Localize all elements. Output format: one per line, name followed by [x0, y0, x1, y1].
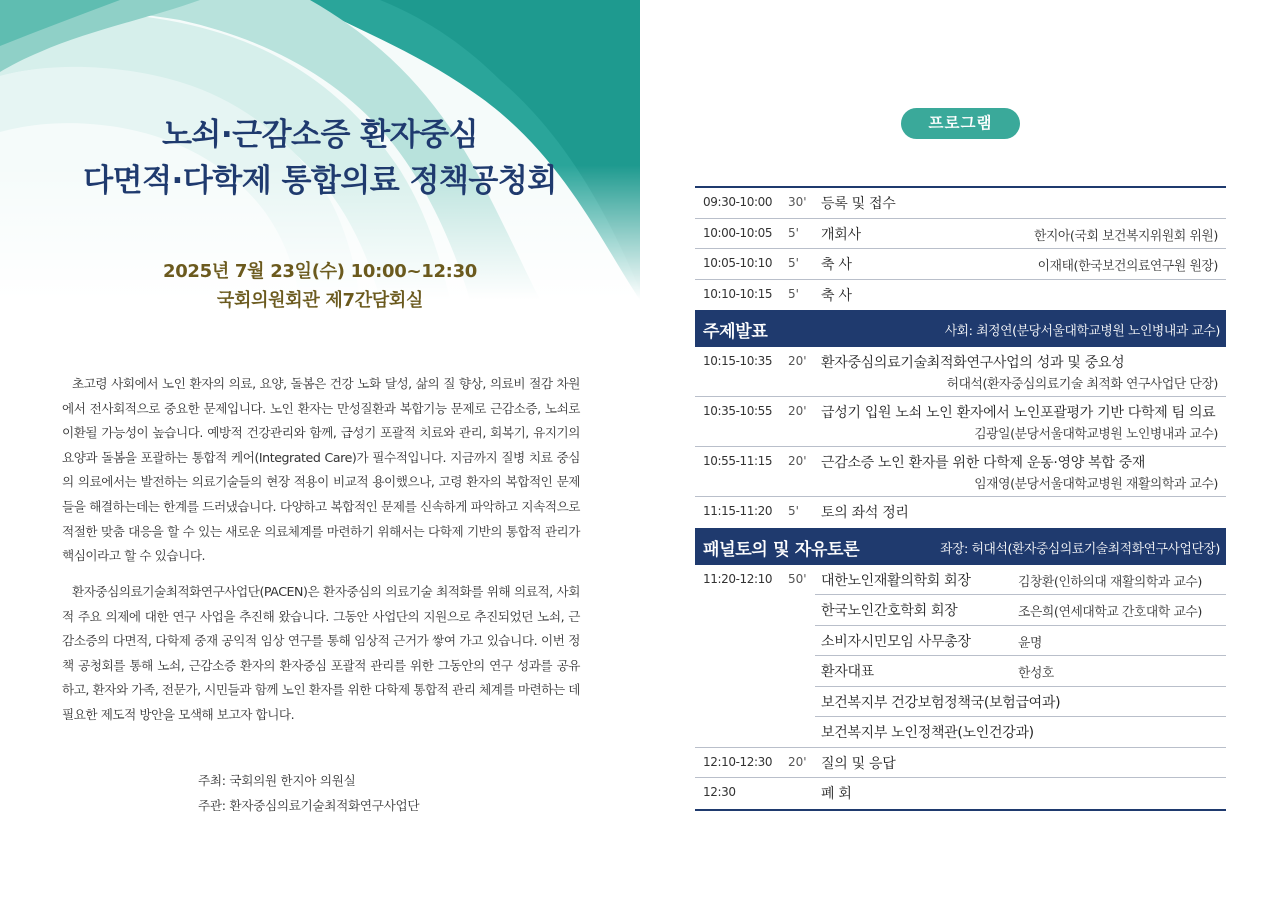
row-time: 11:20-12:10: [703, 571, 773, 586]
schedule-row: [695, 397, 1226, 447]
schedule-row: [695, 347, 1226, 397]
row-duration: 30': [788, 195, 807, 209]
title-line-1: 노쇠·근감소증 환자중심: [161, 117, 479, 153]
row-time: 10:00-10:05: [703, 225, 773, 240]
panel-block: [695, 565, 1226, 748]
row-person: 허대석(환자중심의료기술 최적화 연구사업단 단장): [946, 377, 1218, 392]
row-duration: 5': [788, 256, 799, 270]
organizer-line: 주관: 환자중심의료기술최적화연구사업단: [198, 798, 420, 813]
section-header-presentations: [695, 310, 1226, 347]
row-item: 근감소증 노인 환자를 위한 다학제 운동·영양 복합 중재: [821, 455, 1146, 471]
panel-person: 조은희(연세대학교 간호대학 교수): [1018, 605, 1202, 620]
schedule-row: [695, 188, 1226, 219]
host-line: 주최: 국회의원 한지아 의원실: [198, 773, 356, 788]
row-person: 이재태(한국보건의료연구원 원장): [1037, 259, 1218, 274]
row-time: 12:30: [703, 785, 736, 799]
panel-member: [815, 687, 1226, 718]
panel-role: 보건복지부 노인정책관(노인건강과): [821, 725, 1034, 741]
hosts-block: [198, 768, 419, 818]
panel-person: 김창환(인하의대 재활의학과 교수): [1018, 574, 1202, 590]
section-title: 패널토의 및 자유토론: [703, 539, 860, 560]
row-time: 10:05-10:10: [703, 256, 773, 270]
row-time: 11:15-11:20: [703, 504, 773, 518]
row-item: 질의 및 응답: [821, 755, 896, 772]
panel-member: [815, 656, 1226, 687]
schedule-row: [695, 219, 1226, 250]
row-time: 12:10-12:30: [703, 754, 773, 769]
panel-role: 환자대표: [821, 664, 874, 680]
row-duration: 50': [788, 571, 807, 586]
intro-paragraph-1: 초고령 사회에서 노인 환자의 의료, 요양, 돌봄은 건강 노화 달성, 삶의 질 향상, 의료비 절감 차원에서 전사회적으로 중요한 문제입니다. 노인 환자는 만성질환과 복합기능 문제로 근감소증, 노쇠로 이환될 가능성이 높습니다. 예방적 건강관리와 함께, 급성기 포괄적 치료와 관리, 회복기, 유지기의 요양과 돌봄을 포괄하는 통합적 케어(Integrated Care)가 필수적입니다. 지금까지 질병 치료 중심의 의료에서는 발전하는 의료기술들의 현장 적용이 비교적 용이했으나, 고령 환자의 복합적인 문제들을 해결하는데는 한계를 드러냈습니다. 다양하고 복합적인 문제를 신속하게 파악하고 지속적으로 적절한 맞춤 대응을 할 수 있는 새로운 의료체계를 마련하기 위해서는 다학제 기반의 통합적 관리가 핵심이라고 할 수 있습니다.: [62, 376, 580, 564]
event-date: 2025년 7월 23일(수) 10:00~12:30: [162, 261, 478, 282]
program-label: 프로그램: [901, 108, 1020, 139]
event-title: [0, 112, 640, 204]
panel-member: [815, 626, 1226, 657]
panel-role: 한국노인간호학회 회장: [821, 603, 958, 619]
row-item: 등록 및 접수: [821, 196, 896, 212]
panel-person: 윤명: [1018, 635, 1042, 651]
schedule-row: [695, 748, 1226, 779]
row-time: 10:15-10:35: [703, 354, 773, 368]
panel-member: [815, 717, 1226, 748]
schedule-row: [695, 280, 1226, 311]
row-time: 10:55-11:15: [703, 454, 773, 468]
event-venue: 국회의원회관 제7간담회실: [216, 290, 424, 311]
row-duration: 20': [788, 404, 807, 418]
schedule-row: [695, 778, 1226, 809]
row-time: 09:30-10:00: [703, 195, 773, 209]
row-time: 10:10-10:15: [703, 286, 773, 301]
section-moderator: 사회: 최정연(분당서울대학교병원 노인병내과 교수): [944, 324, 1220, 339]
row-duration: 20': [788, 354, 807, 368]
panel-role: 대한노인재활의학회 회장: [821, 572, 971, 589]
panel-member: [815, 595, 1226, 626]
row-person: 한지아(국회 보건복지위원회 위원): [1034, 228, 1218, 244]
panel-member: [815, 565, 1226, 596]
schedule-row: [695, 249, 1226, 280]
section-header-panel: [695, 528, 1226, 565]
section-chair: 좌장: 허대석(환자중심의료기술최적화연구사업단장): [940, 541, 1220, 557]
row-duration: 5': [788, 286, 799, 301]
schedule-row: [695, 447, 1226, 497]
intro-paragraph-2: 환자중심의료기술최적화연구사업단(PACEN)은 환자중심의 의료기술 최적화를 위해 의료적, 사회적 주요 의제에 대한 연구 사업을 추진해 왔습니다. 그동안 사업단의 지원으로 추진되었던 노쇠, 근감소증의 다면적, 다학제 중재 공익적 임상 연구를 통해 임상적 근거가 쌓여 가고 있습니다. 이번 정책 공청회를 통해 노쇠, 근감소증 환자의 환자중심 포괄적 관리를 위한 그동안의 연구 성과를 공유하고, 환자와 가족, 전문가, 시민들과 함께 노인 환자를 위한 다학제 통합적 관리 체계를 마련하는 데 필요한 제도적 방안을 모색해 보고자 합니다.: [62, 584, 580, 722]
panel-members: [815, 565, 1226, 748]
panel-role: 보건복지부 건강보험정책국(보험급여과): [821, 694, 1061, 711]
row-item: 축 사: [821, 257, 852, 273]
row-item: 급성기 입원 노쇠 노인 환자에서 노인포괄평가 기반 다학제 팀 의료: [821, 405, 1216, 421]
row-item: 토의 좌석 정리: [821, 505, 909, 521]
section-title: 주제발표: [703, 322, 768, 342]
panel-person: 한성호: [1018, 666, 1054, 681]
row-person: 김광일(분당서울대학교병원 노인병내과 교수): [974, 427, 1218, 442]
schedule-row: [695, 497, 1226, 528]
row-item: 개회사: [821, 226, 861, 243]
row-item: 환자중심의료기술최적화연구사업의 성과 및 중요성: [821, 355, 1125, 371]
row-item: 폐 회: [821, 786, 852, 802]
row-duration: 20': [788, 454, 807, 468]
row-time: 10:35-10:55: [703, 404, 773, 418]
schedule-table: [695, 186, 1226, 811]
title-line-2: 다면적·다학제 통합의료 정책공청회: [83, 163, 557, 199]
row-duration: 5': [788, 504, 799, 518]
row-duration: 5': [788, 225, 799, 240]
panel-role: 소비자시민모임 사무총장: [821, 633, 971, 650]
row-duration: 20': [788, 754, 807, 769]
row-person: 임재영(분당서울대학교병원 재활의학과 교수): [974, 477, 1218, 492]
row-item: 축 사: [821, 287, 852, 304]
